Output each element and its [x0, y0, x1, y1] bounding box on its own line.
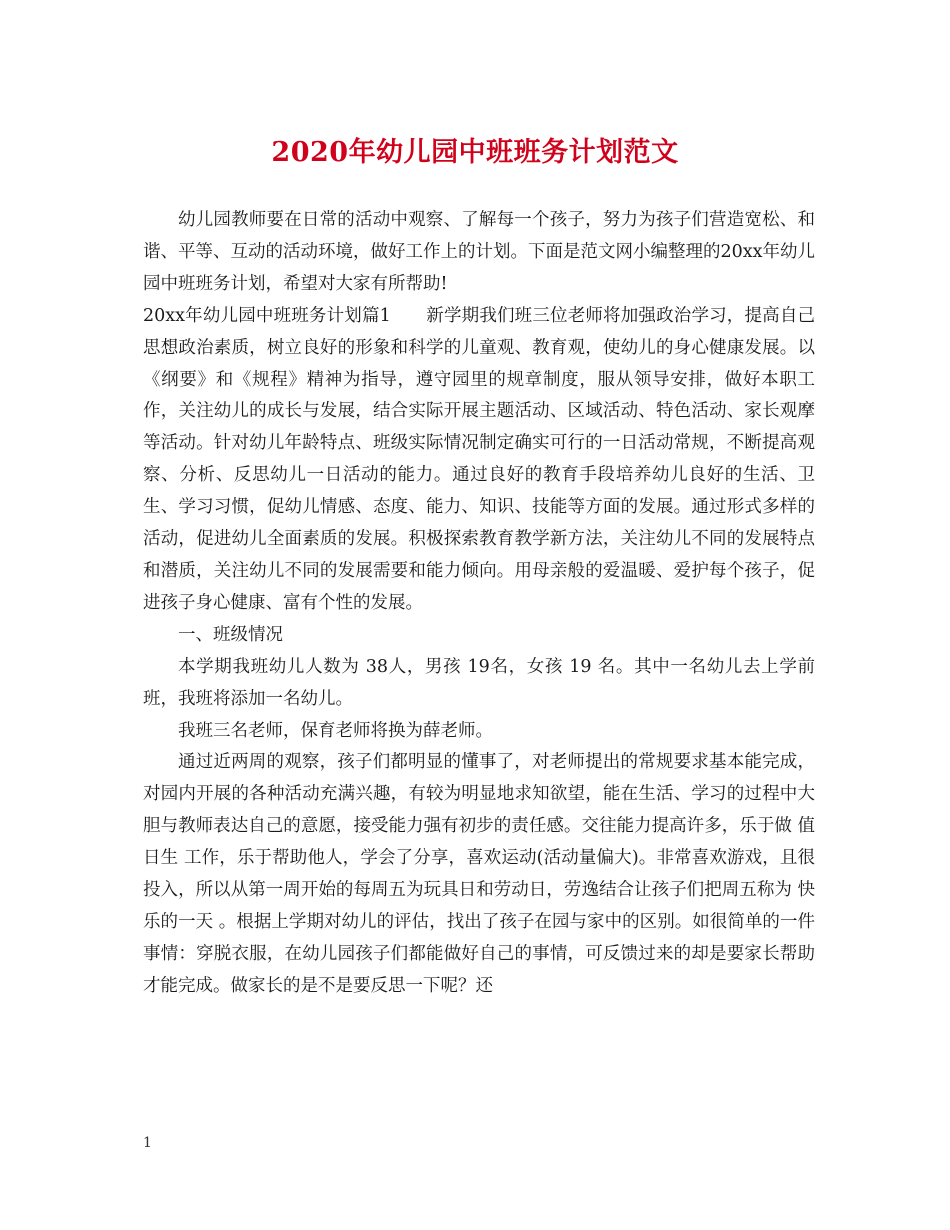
intro-paragraph: 幼儿园教师要在日常的活动中观察、了解每一个孩子，努力为孩子们营造宽松、和谐、平等、互动的活动环境，做好工作上的计划。下面是范文网小编整理的20xx年幼儿园中班班务计划，希望对大家有所帮助!: [143, 210, 816, 294]
document-title: 2020年幼儿园中班班务计划范文: [271, 137, 679, 168]
teachers-paragraph: 我班三名老师，保育老师将换为薛老师。: [178, 720, 493, 741]
class-size-paragraph: 本学期我班幼儿人数为 38人，男孩 19名，女孩 19 名。其中一名幼儿去上学前班，我班将添加一名幼儿。: [143, 656, 815, 709]
section-heading-class-situation: 一、班级情况: [178, 624, 283, 645]
observation-paragraph: 通过近两周的观察，孩子们都明显的懂事了，对老师提出的常规要求基本能完成，对园内开展的各种活动充满兴趣，有较为明显地求知欲望，能在生活、学习的过程中大胆与教师表达自己的意愿，接受能力强有初步的责任感。交往能力提高许多，乐于做 值日生 工作，乐于帮助他人，学会了分享，喜欢运动(活动量偏大)。非常喜欢游戏，且很投入，所以从第一周开始的每周五为玩具日和劳动日，劳逸结合让孩子们把周五称为 快乐的一天 。根据上学期对幼儿的评估，找出了孩子在园与家中的区别。如很简单的一件事情：穿脱衣服，在幼儿园孩子们都能做好自己的事情，可反馈过来的却是要家长帮助才能完成。做家长的是不是要反思一下呢？还: [143, 752, 815, 996]
document-body: [143, 205, 815, 1003]
plan-paragraph-1: 20xx年幼儿园中班班务计划篇1 新学期我们班三位老师将加强政治学习，提高自己思想政治素质，树立良好的形象和科学的儿童观、教育观，使幼儿的身心健康发展。以《纲要》和《规程》精神为指导，遵守园里的规章制度，服从领导安排，做好本职工作，关注幼儿的成长与发展，结合实际开展主题活动、区域活动、特色活动、家长观摩等活动。针对幼儿年龄特点、班级实际情况制定确实可行的一日活动常规，不断提高观察、分析、反思幼儿一日活动的能力。通过良好的教育手段培养幼儿良好的生活、卫生、学习习惯，促幼儿情感、态度、能力、知识、技能等方面的发展。通过形式多样的活动，促进幼儿全面素质的发展。积极探索教育教学新方法，关注幼儿不同的发展特点和潜质，关注幼儿不同的发展需要和能力倾向。用母亲般的爱温暖、爱护每个孩子，促进孩子身心健康、富有个性的发展。: [143, 305, 815, 613]
page-number: 1: [143, 1135, 152, 1151]
